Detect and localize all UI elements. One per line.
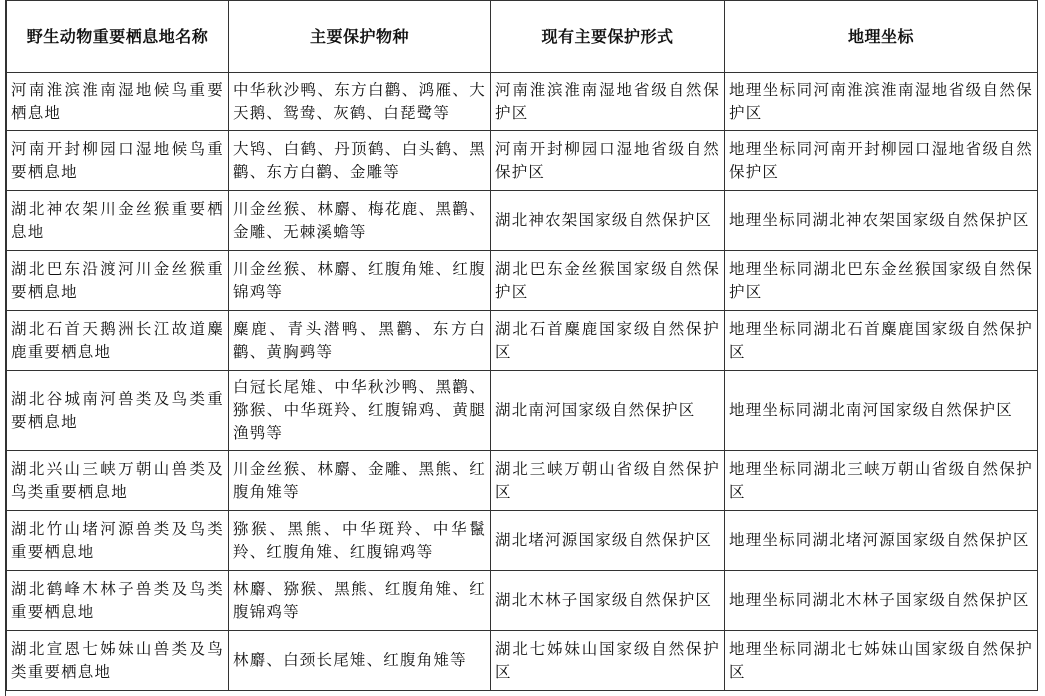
coordinates-cell: 地理坐标同湖北南河国家级自然保护区 <box>725 371 1038 451</box>
protection-cell: 湖北七姊妹山国家级自然保护区 <box>491 631 725 691</box>
header-habitat-name: 野生动物重要栖息地名称 <box>7 1 229 73</box>
coordinates-cell: 地理坐标同湖北石首麋鹿国家级自然保护区 <box>725 311 1038 371</box>
protection-cell: 湖北神农架国家级自然保护区 <box>491 191 725 251</box>
header-protection-form: 现有主要保护形式 <box>491 1 725 73</box>
table-row <box>7 631 1038 691</box>
habitat-table-container <box>6 0 1037 691</box>
species-cell: 林麝、猕猴、黑熊、红腹角雉、红腹锦鸡等 <box>229 571 491 631</box>
table-row <box>7 511 1038 571</box>
header-species: 主要保护物种 <box>229 1 491 73</box>
coordinates-cell: 地理坐标同河南开封柳园口湿地省级自然保护区 <box>725 131 1038 191</box>
table-row <box>7 451 1038 511</box>
protection-cell: 湖北木林子国家级自然保护区 <box>491 571 725 631</box>
protection-cell: 湖北巴东金丝猴国家级自然保护区 <box>491 251 725 311</box>
habitat-name-cell: 湖北谷城南河兽类及鸟类重要栖息地 <box>7 371 229 451</box>
species-cell: 川金丝猴、林麝、梅花鹿、黑鹳、金雕、无棘溪蟾等 <box>229 191 491 251</box>
habitat-name-cell: 湖北神农架川金丝猴重要栖息地 <box>7 191 229 251</box>
coordinates-cell: 地理坐标同湖北木林子国家级自然保护区 <box>725 571 1038 631</box>
coordinates-cell: 地理坐标同湖北三峡万朝山省级自然保护区 <box>725 451 1038 511</box>
protection-cell: 河南开封柳园口湿地省级自然保护区 <box>491 131 725 191</box>
table-row <box>7 371 1038 451</box>
coordinates-cell: 地理坐标同河南淮滨淮南湿地省级自然保护区 <box>725 73 1038 131</box>
protection-cell: 湖北三峡万朝山省级自然保护区 <box>491 451 725 511</box>
coordinates-cell: 地理坐标同湖北巴东金丝猴国家级自然保护区 <box>725 251 1038 311</box>
protection-cell: 湖北堵河源国家级自然保护区 <box>491 511 725 571</box>
species-cell: 中华秋沙鸭、东方白鹳、鸿雁、大天鹅、鸳鸯、灰鹤、白琵鹭等 <box>229 73 491 131</box>
habitat-name-cell: 湖北石首天鹅洲长江故道麋鹿重要栖息地 <box>7 311 229 371</box>
habitat-name-cell: 河南开封柳园口湿地候鸟重要栖息地 <box>7 131 229 191</box>
habitat-name-cell: 湖北竹山堵河源兽类及鸟类重要栖息地 <box>7 511 229 571</box>
table-row <box>7 311 1038 371</box>
protection-cell: 河南淮滨淮南湿地省级自然保护区 <box>491 73 725 131</box>
species-cell: 猕猴、黑熊、中华斑羚、中华鬣羚、红腹角雉、红腹锦鸡等 <box>229 511 491 571</box>
species-cell: 川金丝猴、林麝、金雕、黑熊、红腹角雉等 <box>229 451 491 511</box>
table-row <box>7 571 1038 631</box>
table-row <box>7 131 1038 191</box>
species-cell: 大鸨、白鹤、丹顶鹤、白头鹤、黑鹳、东方白鹳、金雕等 <box>229 131 491 191</box>
habitat-table <box>6 0 1038 691</box>
protection-cell: 湖北石首麋鹿国家级自然保护区 <box>491 311 725 371</box>
coordinates-cell: 地理坐标同湖北神农架国家级自然保护区 <box>725 191 1038 251</box>
habitat-name-cell: 湖北鹤峰木林子兽类及鸟类重要栖息地 <box>7 571 229 631</box>
habitat-name-cell: 湖北宣恩七姊妹山兽类及鸟类重要栖息地 <box>7 631 229 691</box>
species-cell: 麋鹿、青头潜鸭、黑鹳、东方白鹳、黄胸鹀等 <box>229 311 491 371</box>
table-row <box>7 73 1038 131</box>
habitat-name-cell: 河南淮滨淮南湿地候鸟重要栖息地 <box>7 73 229 131</box>
habitat-name-cell: 湖北兴山三峡万朝山兽类及鸟类重要栖息地 <box>7 451 229 511</box>
header-row <box>7 1 1038 73</box>
coordinates-cell: 地理坐标同湖北堵河源国家级自然保护区 <box>725 511 1038 571</box>
table-row <box>7 251 1038 311</box>
coordinates-cell: 地理坐标同湖北七姊妹山国家级自然保护区 <box>725 631 1038 691</box>
header-coordinates: 地理坐标 <box>725 1 1038 73</box>
species-cell: 林麝、白颈长尾雉、红腹角雉等 <box>229 631 491 691</box>
habitat-name-cell: 湖北巴东沿渡河川金丝猴重要栖息地 <box>7 251 229 311</box>
table-row <box>7 191 1038 251</box>
species-cell: 白冠长尾雉、中华秋沙鸭、黑鹳、猕猴、中华斑羚、红腹锦鸡、黄腿渔鸮等 <box>229 371 491 451</box>
species-cell: 川金丝猴、林麝、红腹角雉、红腹锦鸡等 <box>229 251 491 311</box>
protection-cell: 湖北南河国家级自然保护区 <box>491 371 725 451</box>
